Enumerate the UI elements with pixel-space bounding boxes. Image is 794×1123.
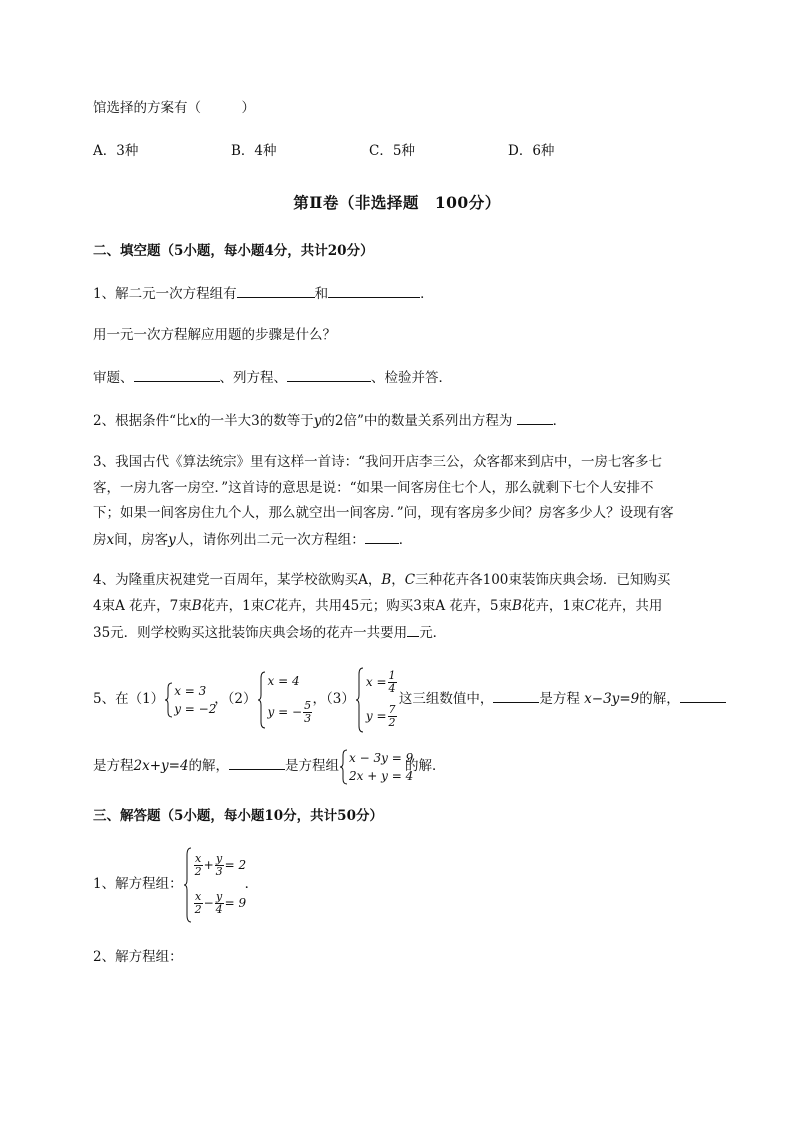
fill-q1-steps: 审题、 、列方程、 、检验并答． [93, 367, 452, 388]
brace-icon [257, 671, 267, 729]
prev-question-tail: 馆选择的方案有（ ） [93, 100, 255, 116]
brace-icon [164, 682, 174, 718]
part2-title: 第Ⅱ卷（非选择题 100分） [293, 193, 501, 212]
fill-q1: 1、解二元一次方程组有 和 ． [93, 283, 434, 304]
fill-q2: 2、根据条件“比x的一半大3的数等于y的2倍”中的数量关系列出方程为 ． [93, 410, 566, 431]
fill-q5-line2: 是方程2x+y=4的解， 是方程组 x − 3y = 9 2x + y = 4 的解． [93, 750, 446, 783]
fill-q4-line2: 4束A 花卉，7束B花卉，1束C花卉，共用45元；购买3束A 花卉，5束B花卉，1束C花卉，共用 [93, 598, 663, 614]
system-3: x = $\frac{1}{4}$ y = $\frac{7}{2}$ [355, 667, 399, 733]
brace-icon [183, 847, 193, 923]
fill-q3-line3: 下；如果一间客房住九个人，那么就空出一间客房．”问，现有客房多少间？房客多少人？设现有客 [93, 505, 674, 521]
brace-icon [339, 749, 349, 785]
fill-q4-line3: 35元．则学校购买这批装饰庆典会场的花卉一共要用 元． [93, 622, 446, 643]
fill-section-heading: 二、填空题（5小题，每小题4分，共计20分） [93, 243, 374, 259]
fill-q3-line4: 房x间，房客y人，请你列出二元一次方程组： ． [93, 529, 412, 550]
fill-q3-line1: 3、我国古代《算法统宗》里有这样一首诗：“我问开店李三公，众客都来到店中，一房七客多七 [93, 454, 662, 470]
fill-q5-line1: 5、在（1） x = 3 y = −2 ，（2） x = 4 y = − $\frac{5}{3}$ ，（3） x = $\frac{1}{4}$ y = $\frac{7}{2}$ 这三组数值中， 是方程 x−3y=9的解， [93, 664, 726, 734]
system-2: x = 4 y = − $\frac{5}{3}$ [257, 671, 313, 729]
brace-icon [355, 667, 365, 733]
fill-q3-line2: 客，一房九客一房空．”这首诗的意思是说：“如果一间客房住七个人，那么就剩下七个人安排不 [93, 480, 654, 496]
option-b: B．4种 [231, 143, 277, 159]
option-a: A．3种 [93, 143, 139, 159]
option-c: C．5种 [369, 143, 415, 159]
solve-q2: 2、解方程组： [93, 949, 183, 965]
option-d: D．6种 [508, 143, 555, 159]
system-4: x − 3y = 9 2x + y = 4 [339, 749, 405, 785]
solve-q1: 1、解方程组： $\frac{x}{2}$ + $\frac{y}{3}$ = 2 $\frac{x}{2}$ − $\frac{y}{4}$ = 9 ． [93, 846, 258, 922]
fill-q4-line1: 4、为隆重庆祝建党一百周年，某学校欲购买A，B，C三种花卉各100束装饰庆典会场．已知购买 [93, 572, 671, 588]
system-5: $\frac{x}{2}$ + $\frac{y}{3}$ = 2 $\frac{x}{2}$ − $\frac{y}{4}$ = 9 [183, 847, 245, 923]
system-1: x = 3 y = −2 [164, 682, 214, 718]
solve-section-heading: 三、解答题（5小题，每小题10分，共计50分） [93, 808, 383, 824]
fill-q1-question: 用一元一次方程解应用题的步骤是什么？ [93, 327, 336, 343]
